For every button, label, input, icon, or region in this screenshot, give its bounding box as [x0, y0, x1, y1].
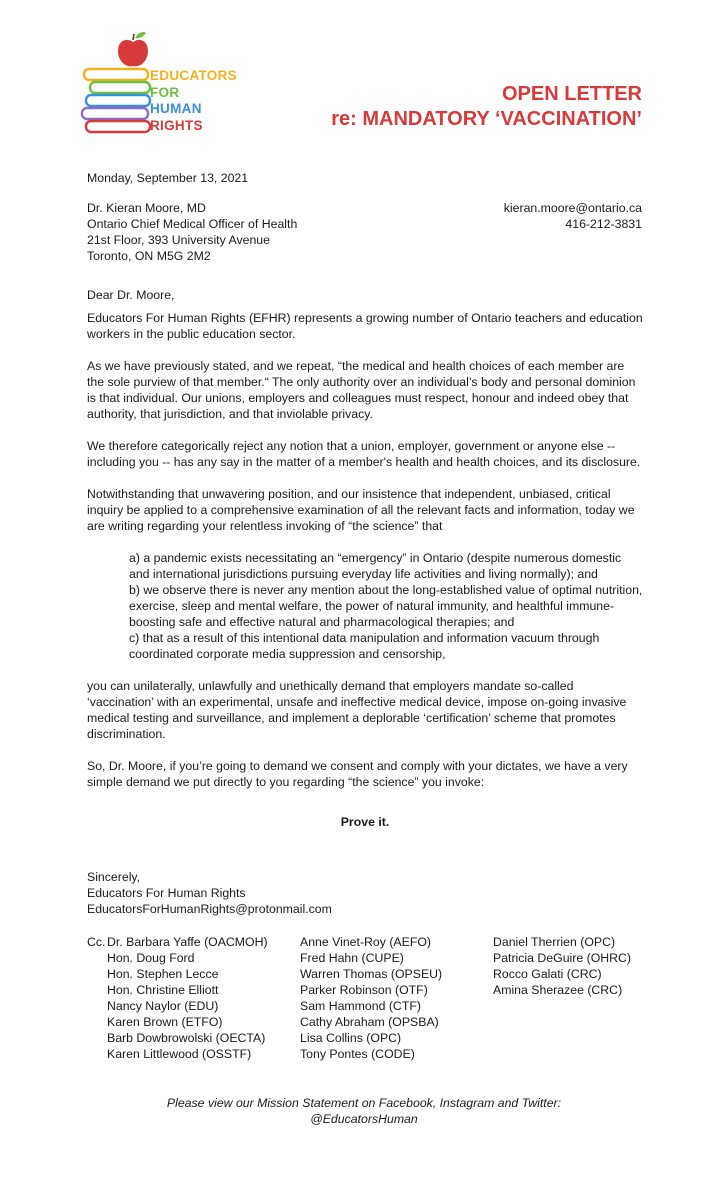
logo-wordmark	[150, 68, 237, 134]
recipient-address	[87, 200, 297, 264]
prove-it-demand: Prove it.	[340, 815, 390, 829]
letter-body	[87, 310, 643, 941]
paragraph: So, Dr. Moore, if you’re going to demand we consent and comply with your dictates, we have a very simple demand we put directly to you regarding “the science” you invoke:	[87, 759, 628, 789]
footer-handle: @EducatorsHuman	[310, 1112, 418, 1126]
paragraph: Notwithstanding that unwavering position, and our insistence that independent, unbiased, critical inquiry be applied to a comprehensive examination of all the relevant facts and information, today we are writing regarding your relentless invoking of “the science” that	[87, 487, 635, 533]
cc-entry: Anne Vinet-Roy (AEFO)	[300, 935, 431, 949]
recipient-email: kieran.moore@ontario.ca	[503, 201, 642, 215]
apple-body	[118, 40, 148, 66]
signature-block	[87, 869, 643, 917]
cc-entry: Hon. Christine Elliott	[107, 983, 219, 997]
cc-entry: Dr. Barbara Yaffe (OACMOH)	[107, 935, 268, 949]
book-4	[82, 108, 148, 119]
footer-line-1: Please view our Mission Statement on Facebook, Instagram and Twitter:	[166, 1096, 562, 1110]
cc-entry: Lisa Collins (OPC)	[300, 1031, 402, 1045]
cc-entry: Nancy Naylor (EDU)	[107, 999, 219, 1013]
cc-entry: Karen Brown (ETFO)	[107, 1015, 223, 1029]
footer-note	[0, 1095, 728, 1127]
title-line-2: re: MANDATORY ‘VACCINATION’	[331, 108, 642, 130]
cc-entry: Rocco Galati (CRC)	[493, 967, 602, 981]
list-item: b) we observe there is never any mention about the long-established value of optimal nutrition, exercise, sleep and mental welfare, the power of natural immunity, and healthful immune-boosting safe and effective natural and pharmacological therapies; and	[129, 583, 643, 629]
salutation: Dear Dr. Moore,	[87, 288, 175, 302]
logo-line: EDUCATORS	[150, 68, 237, 83]
address-line: 21st Floor, 393 University Avenue	[87, 233, 270, 247]
book-1	[84, 69, 148, 80]
apple-leaf	[135, 32, 146, 38]
closing-sincerely: Sincerely,	[87, 870, 141, 884]
title-line-1: OPEN LETTER	[501, 83, 642, 105]
cc-label: Cc.	[87, 935, 106, 949]
cc-entry: Warren Thomas (OPSEU)	[300, 967, 443, 981]
cc-column-2	[300, 934, 442, 1062]
closing-email: EducatorsForHumanRights@protonmail.com	[87, 902, 332, 916]
book-2	[90, 82, 150, 93]
letter-date: Monday, September 13, 2021	[87, 171, 249, 185]
cc-column-1	[87, 934, 268, 1062]
paragraph: We therefore categorically reject any notion that a union, employer, government or anyone else -- including you -- has any say in the matter of a member's health and health choices, and its disclosure.	[87, 439, 641, 469]
cc-column-3	[493, 934, 631, 998]
recipient-phone: 416-212-3831	[565, 217, 642, 231]
address-line: Dr. Kieran Moore, MD	[87, 201, 206, 215]
apple-stem	[133, 34, 134, 40]
address-line: Ontario Chief Medical Officer of Health	[87, 217, 298, 231]
cc-entry: Sam Hammond (CTF)	[300, 999, 421, 1013]
cc-entry: Fred Hahn (CUPE)	[300, 951, 404, 965]
logo-line: RIGHTS	[150, 117, 203, 133]
cc-entry: Hon. Stephen Lecce	[107, 967, 219, 981]
list-item: a) a pandemic exists necessitating an “emergency” in Ontario (despite numerous domestic and international jurisdictions pursuing everyday life activities and living normally); and	[129, 551, 622, 581]
cc-entry: Tony Pontes (CODE)	[300, 1047, 415, 1061]
cc-entry: Hon. Doug Ford	[107, 951, 195, 965]
book-5	[86, 121, 150, 132]
letter-title	[331, 82, 642, 132]
cc-entry: Parker Robinson (OTF)	[300, 983, 428, 997]
cc-entry: Daniel Therrien (OPC)	[493, 935, 616, 949]
list-item: c) that as a result of this intentional data manipulation and information vacuum through coordinated corporate media suppression and censorship,	[129, 631, 600, 661]
cc-entry: Karen Littlewood (OSSTF)	[107, 1047, 252, 1061]
paragraph: As we have previously stated, and we repeat, “the medical and health choices of each member are the sole purview of that member.“ The only authority over an individual’s body and personal dominion is that individual. Our unions, employers and colleagues must respect, honour and indeed obey that authority, that jurisdiction, and that inviolable privacy.	[87, 359, 636, 421]
closing-org: Educators For Human Rights	[87, 886, 246, 900]
cc-entry: Barb Dowbrowolski (OECTA)	[107, 1031, 266, 1045]
book-3	[86, 95, 150, 106]
recipient-contact	[504, 200, 642, 232]
logo-line: HUMAN	[150, 101, 202, 116]
claims-list	[129, 550, 643, 662]
paragraph: you can unilaterally, unlawfully and unethically demand that employers mandate so-called ‘vaccination’ with an experimental, unsafe and ineffective medical device, impose on-going invasive medical testing and surveillance, and implement a deplorable ‘certification’ scheme that promotes discrimination.	[87, 679, 627, 741]
cc-entry: Patricia DeGuire (OHRC)	[493, 951, 632, 965]
address-line: Toronto, ON M5G 2M2	[87, 249, 211, 263]
logo-line: FOR	[150, 84, 180, 100]
cc-entry: Amina Sherazee (CRC)	[493, 983, 623, 997]
paragraph: Educators For Human Rights (EFHR) represents a growing number of Ontario teachers and education workers in the public education sector.	[87, 311, 643, 341]
cc-entry: Cathy Abraham (OPSBA)	[300, 1015, 439, 1029]
